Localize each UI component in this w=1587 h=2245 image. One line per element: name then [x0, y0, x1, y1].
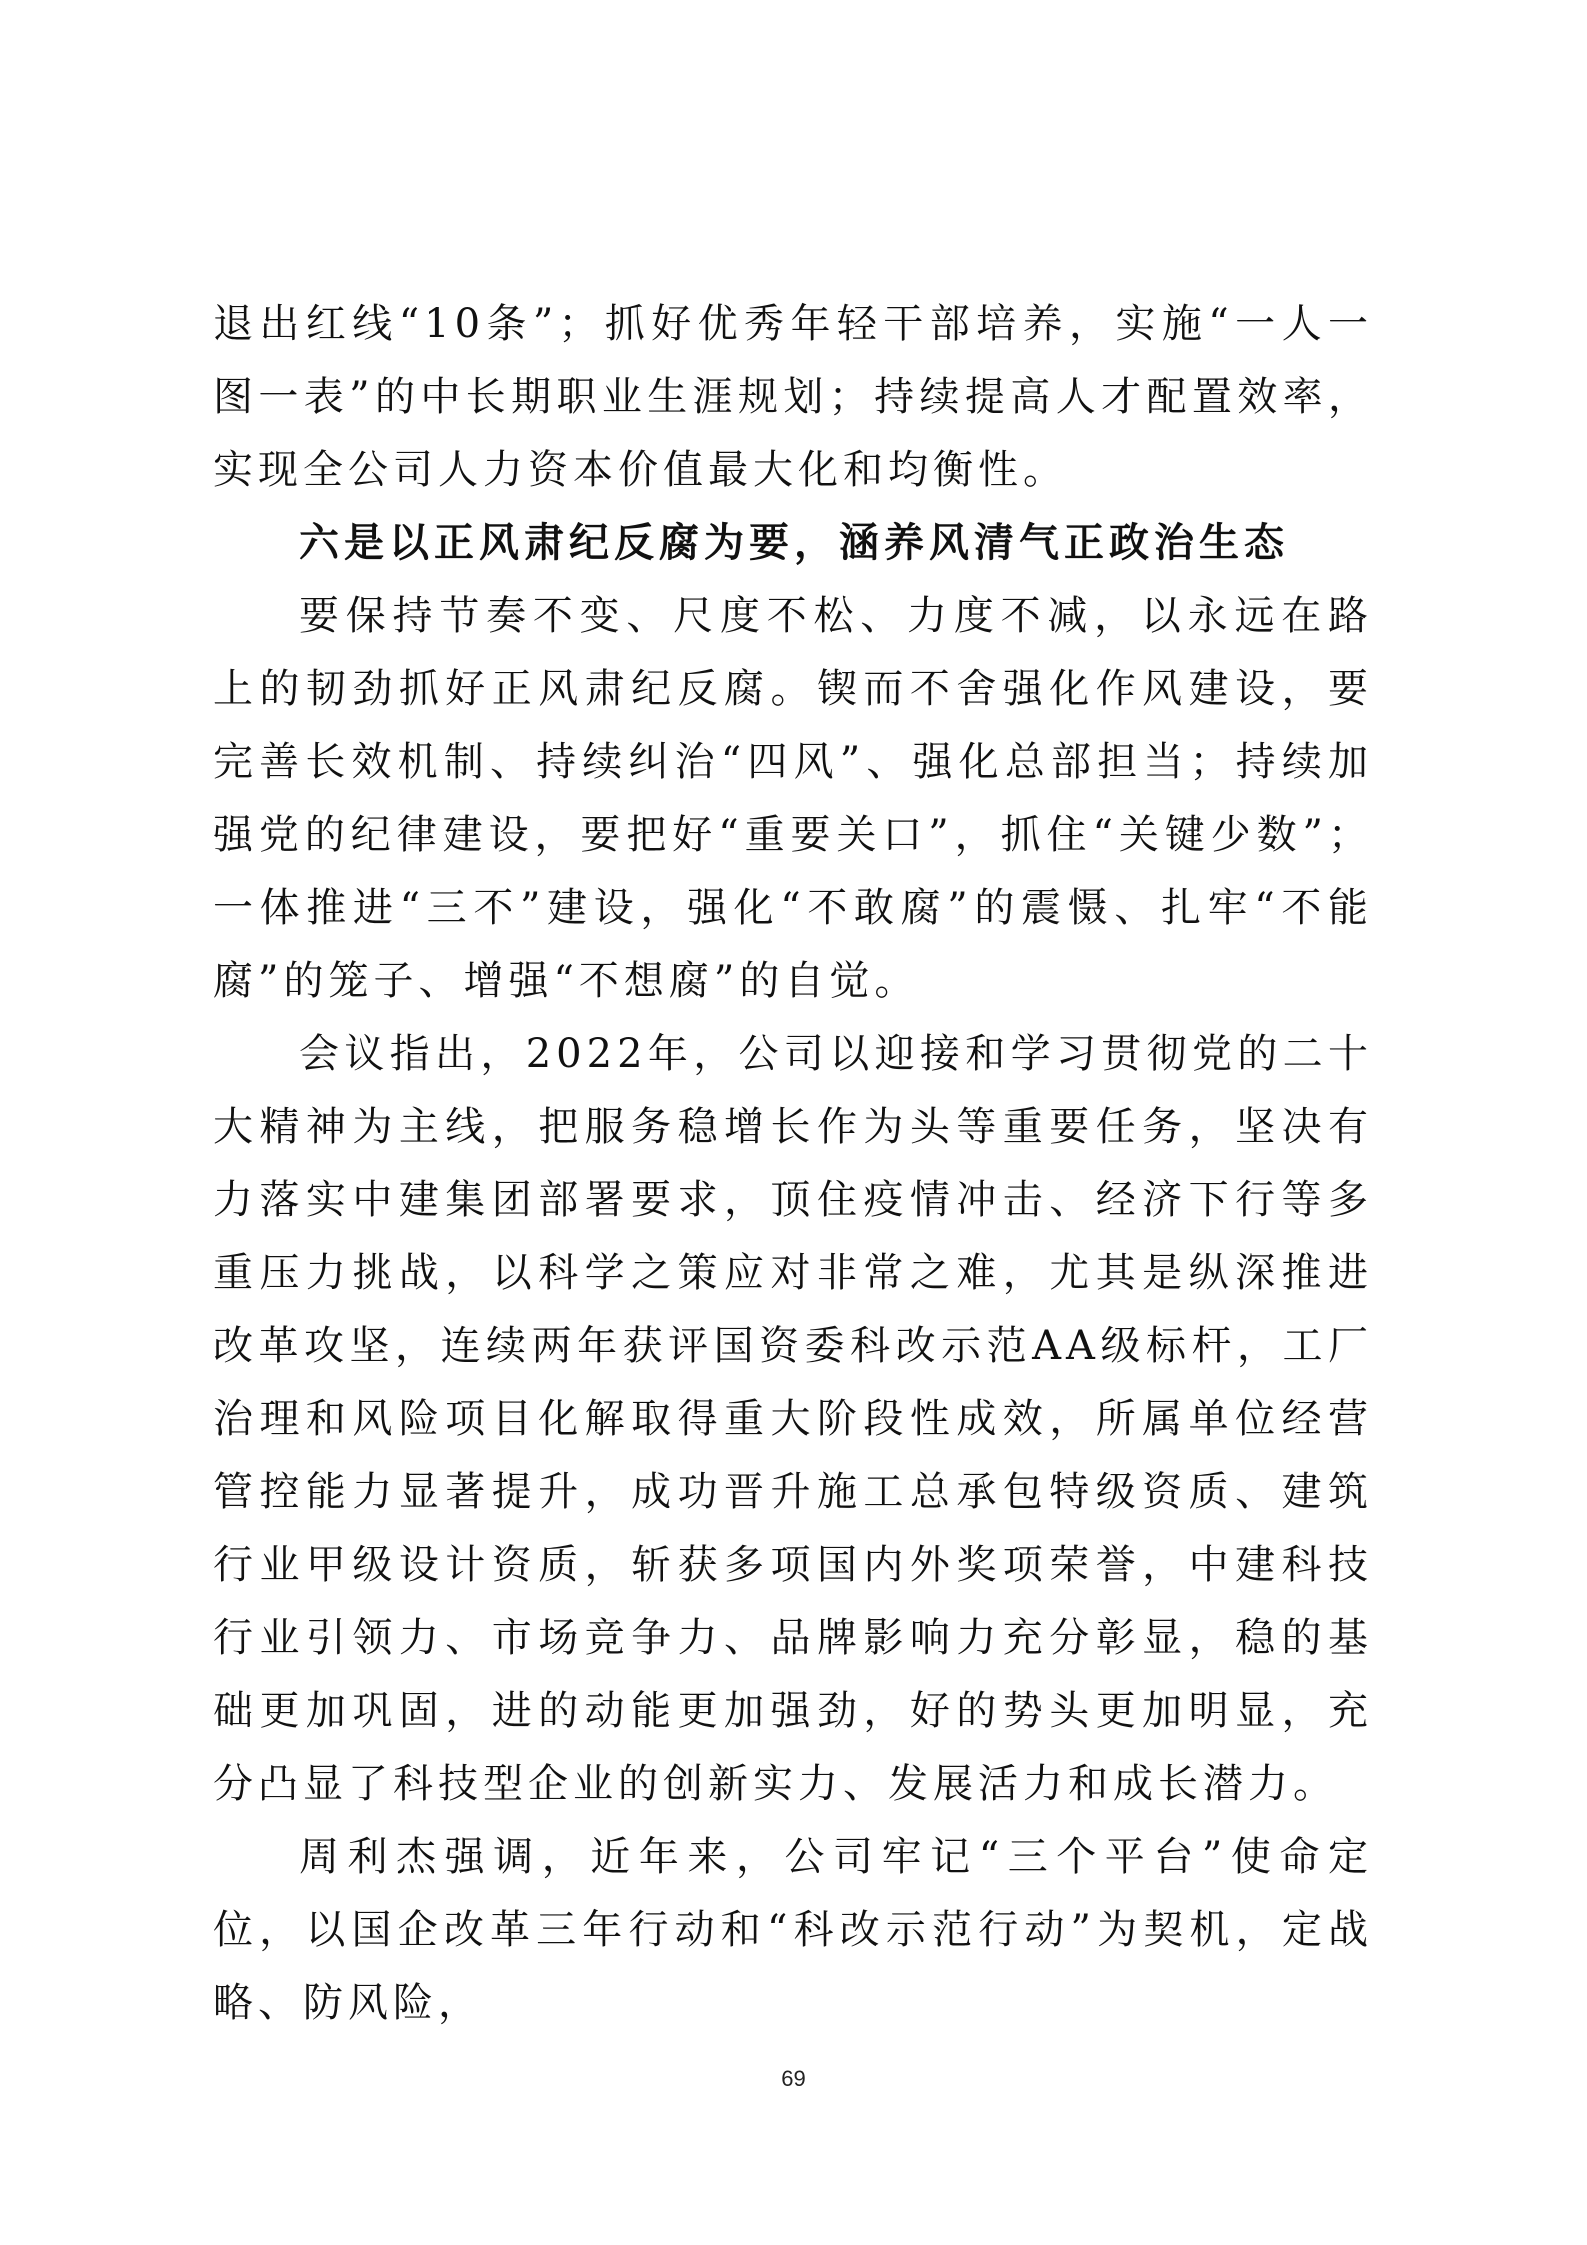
paragraph-zhou-lijie-emphasis: 周利杰强调，近年来，公司牢记“三个平台”使命定位，以国企改革三年行动和“科改示范行动”为契机，定战略、防风险， [213, 1834, 1373, 2026]
page-number: 69 [781, 2066, 806, 2091]
section-heading-discipline: 六是以正风肃纪反腐为要，涵养风清气正政治生态 [299, 520, 1289, 566]
paragraph-anti-corruption: 要保持节奏不变、尺度不松、力度不减，以永远在路上的韧劲抓好正风肃纪反腐。锲而不舍强化作风建设，要完善长效机制、持续纠治“四风”、强化总部担当；持续加强党的纪律建设，要把好“重要关口”，抓住“关键少数”；一体推进“三不”建设，强化“不敢腐”的震慑、扎牢“不能腐”的笼子、增强“不想腐”的自觉。 [213, 593, 1373, 1004]
paragraph-talent-management: 退出红线“10条”；抓好优秀年轻干部培养，实施“一人一图一表”的中长期职业生涯规划；持续提高人才配置效率，实现全公司人力资本价值最大化和均衡性。 [213, 301, 1373, 493]
paragraph-meeting-summary-2022: 会议指出，2022年，公司以迎接和学习贯彻党的二十大精神为主线，把服务稳增长作为头等重要任务，坚决有力落实中建集团部署要求，顶住疫情冲击、经济下行等多重压力挑战，以科学之策应对非常之难，尤其是纵深推进改革攻坚，连续两年获评国资委科改示范AA级标杆，工厂治理和风险项目化解取得重大阶段性成效，所属单位经营管控能力显著提升，成功晋升施工总承包特级资质、建筑行业甲级设计资质，斩获多项国内外奖项荣誉，中建科技行业引领力、市场竞争力、品牌影响力充分彰显，稳的基础更加巩固，进的动能更加强劲，好的势头更加明显，充分凸显了科技型企业的创新实力、发展活力和成长潜力。 [213, 1031, 1373, 1807]
document-body [213, 288, 1373, 2040]
